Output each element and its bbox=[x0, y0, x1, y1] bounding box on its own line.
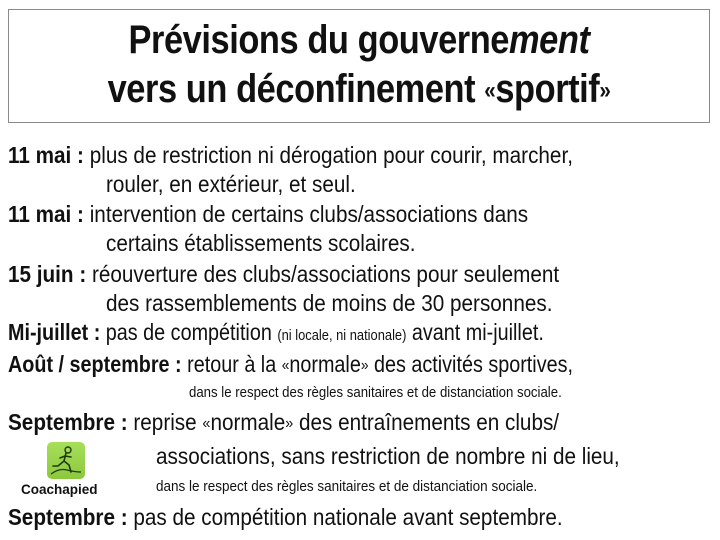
coachapied-logo bbox=[47, 442, 85, 479]
title-line-1: Prévisions du gouvernement bbox=[128, 18, 590, 62]
entry-1-line-1: 11 mai : plus de restriction ni dérogation pour courir, marcher, bbox=[8, 142, 573, 168]
entry-date-label: 11 mai : bbox=[8, 201, 84, 227]
entry-date-label: Mi-juillet : bbox=[8, 319, 101, 345]
entry-2-line-1: 11 mai : intervention de certains clubs/associations dans bbox=[8, 201, 529, 227]
entry-5-line-1: Août / septembre : retour à la «normale» des activités sportives, bbox=[8, 351, 573, 377]
entry-date-label: 15 juin : bbox=[8, 261, 87, 287]
runner-icon bbox=[47, 442, 85, 479]
entry-2-line-2: certains établissements scolaires. bbox=[106, 230, 416, 256]
entry-7-line-1: Septembre : pas de compétition nationale avant septembre. bbox=[8, 504, 563, 530]
entry-date-label: Septembre : bbox=[8, 409, 128, 435]
entry-6-note: dans le respect des règles sanitaires et de distanciation sociale. bbox=[156, 478, 538, 495]
entry-5-note: dans le respect des règles sanitaires et de distanciation sociale. bbox=[189, 384, 562, 401]
entry-date-label: 11 mai : bbox=[8, 142, 84, 168]
entry-date-label: Août / septembre : bbox=[8, 351, 182, 377]
entry-3-line-2: des rassemblements de moins de 30 personnes. bbox=[106, 290, 553, 316]
entry-6-line-2: associations, sans restriction de nombre ni de lieu, bbox=[156, 443, 620, 469]
entry-6-line-1: Septembre : reprise «normale» des entraînements en clubs/ bbox=[8, 409, 560, 435]
logo-label: Coachapied bbox=[21, 482, 98, 497]
title-line-2: vers un déconfinement «sportif» bbox=[107, 67, 611, 111]
entry-date-label: Septembre : bbox=[8, 504, 128, 530]
title-box bbox=[8, 9, 710, 123]
entry-1-line-2: rouler, en extérieur, et seul. bbox=[106, 171, 356, 197]
entry-3-line-1: 15 juin : réouverture des clubs/associations pour seulement bbox=[8, 261, 560, 287]
entry-4-line-1: Mi-juillet : pas de compétition (ni locale, ni nationale) avant mi-juillet. bbox=[8, 319, 544, 345]
